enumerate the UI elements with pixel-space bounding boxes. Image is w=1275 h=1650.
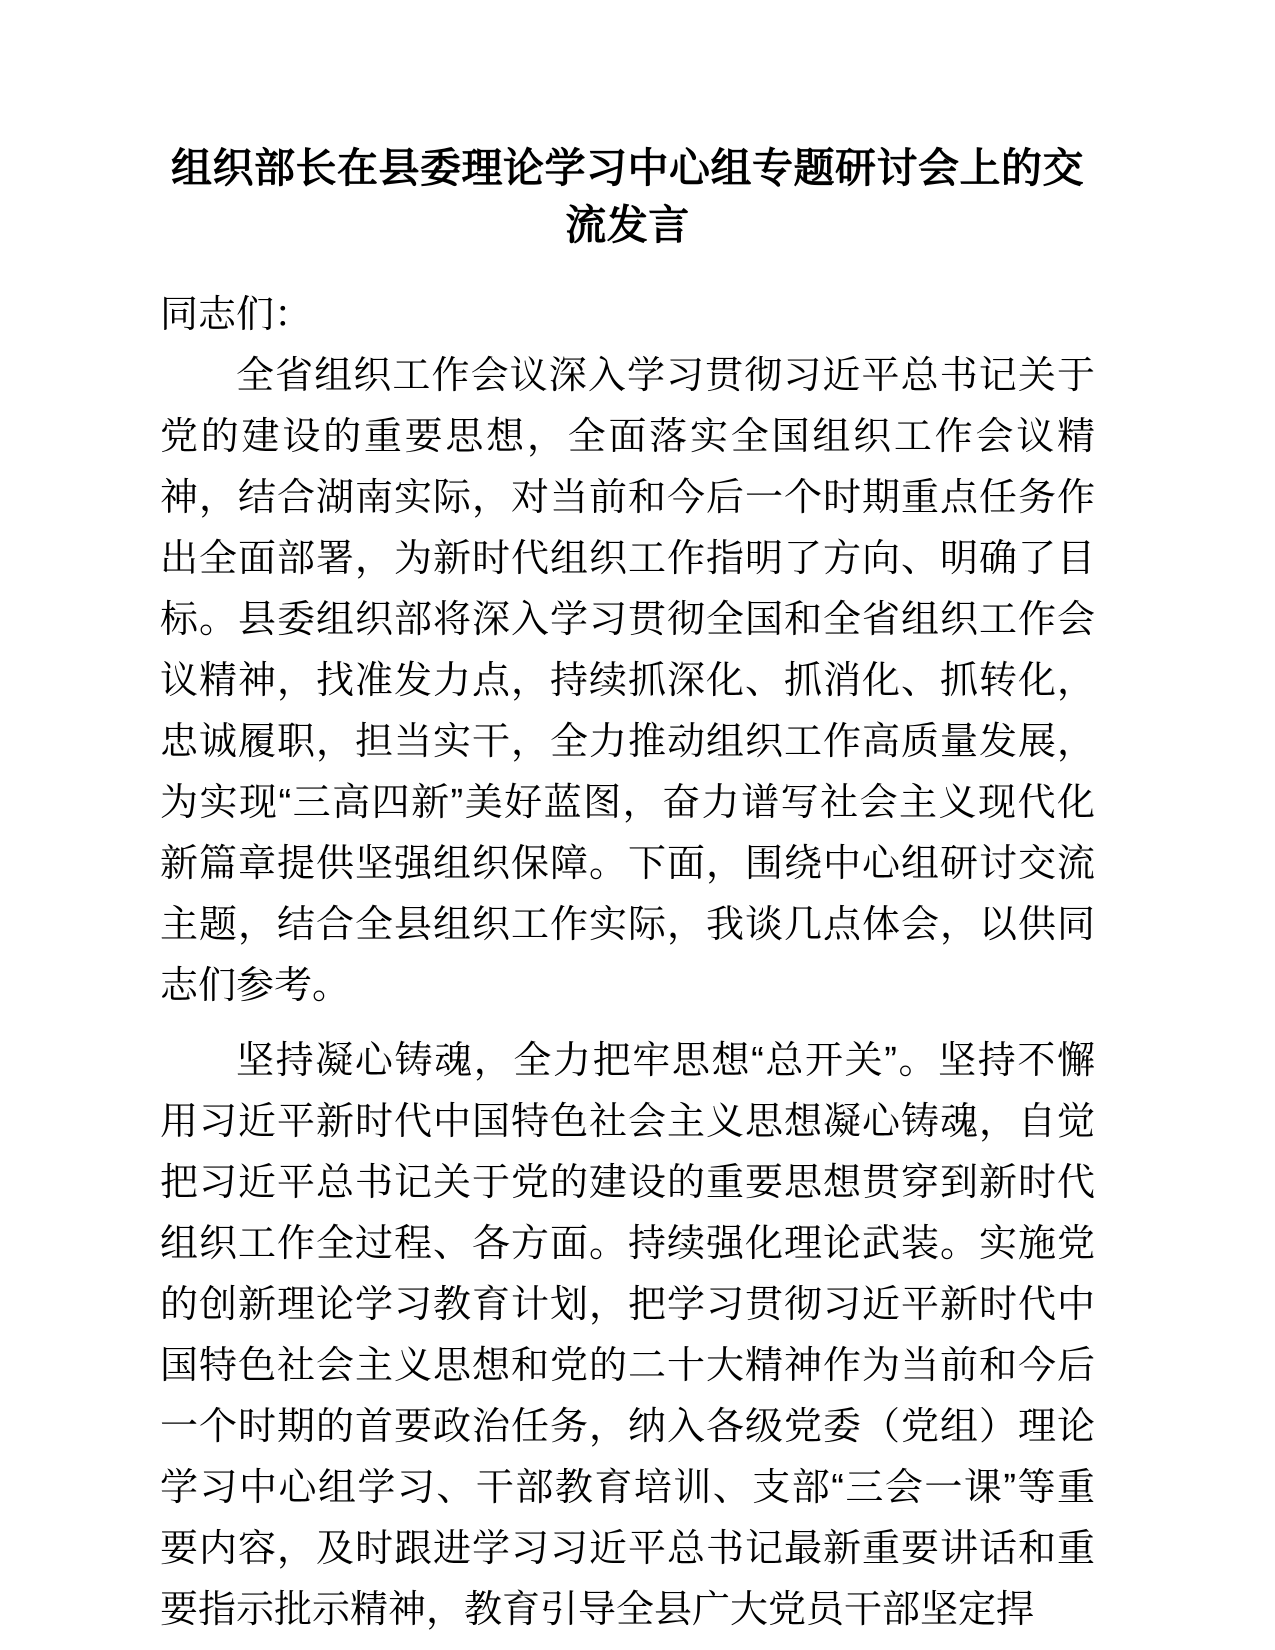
document-body — [160, 0, 1095, 1641]
body-paragraph-2: 坚持凝心铸魂，全力把牢思想“总开关”。坚持不懈用习近平新时代中国特色社会主义思想凝心铸魂，自觉把习近平总书记关于党的建设的重要思想贯穿到新时代组织工作全过程、各方面。持续强化理论武装。实施党的创新理论学习教育计划，把学习贯彻习近平新时代中国特色社会主义思想和党的二十大精神作为当前和今后一个时期的首要政治任务，纳入各级党委（党组）理论学习中心组学习、干部教育培训、支部“三会一课”等重要内容，及时跟进学习习近平总书记最新重要讲话和重要指示批示精神，教育引导全县广大党员干部坚定捍 — [160, 1040, 1095, 1631]
salutation: 同志们： — [160, 294, 313, 336]
paragraph-spacer — [160, 1017, 1095, 1031]
body-paragraph-1: 全省组织工作会议深入学习贯彻习近平总书记关于党的建设的重要思想，全面落实全国组织工作会议精神，结合湖南实际，对当前和今后一个时期重点任务作出全面部署，为新时代组织工作指明了方向、明确了目标。县委组织部将深入学习贯彻全国和全省组织工作会议精神，找准发力点，持续抓深化、抓消化、抓转化，忠诚履职，担当实干，全力推动组织工作高质量发展，为实现“三高四新”美好蓝图，奋力谱写社会主义现代化新篇章提供坚强组织保障。下面，围绕中心组研讨交流主题，结合全县组织工作实际，我谈几点体会，以供同志们参考。 — [160, 355, 1095, 1007]
page-title: 组织部长在县委理论学习中心组专题研讨会上的交流发言 — [171, 145, 1084, 248]
